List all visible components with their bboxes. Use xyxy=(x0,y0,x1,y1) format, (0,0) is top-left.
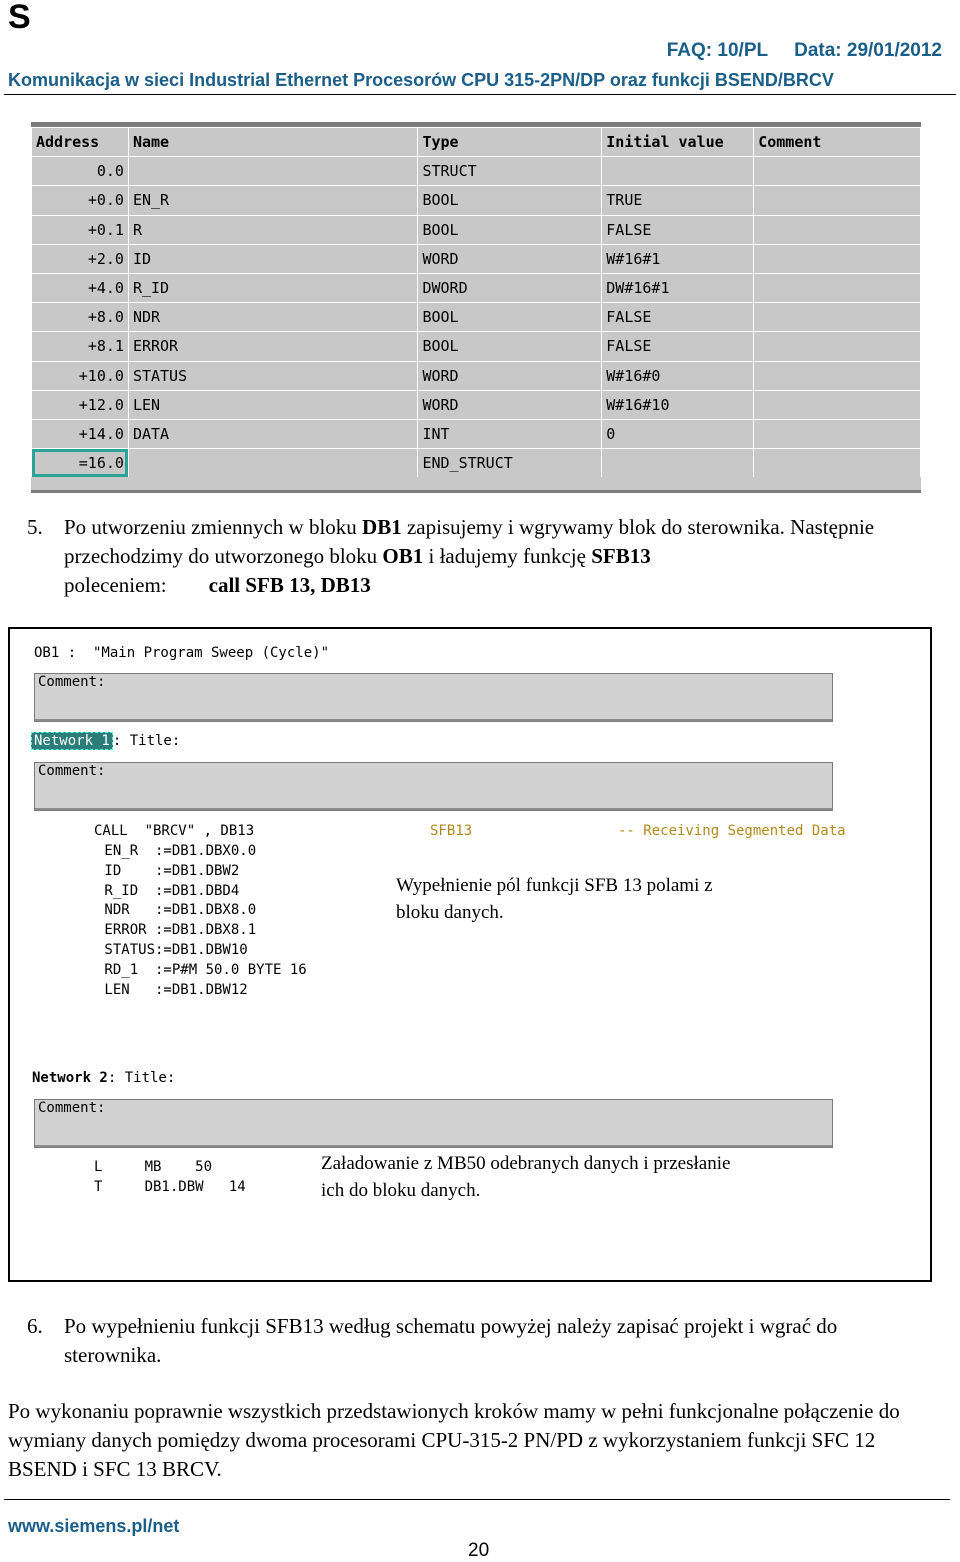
step-5-text: Po utworzeniu zmiennych w bloku DB1 zapisujemy i wgrywamy blok do sterownika. Następnie przechodzimy do utworzonego bloku OB1 i ładujemy funkcję SFB13 poleceniem: call SFB 13, DB13 xyxy=(64,515,875,597)
comment-cell[interactable] xyxy=(754,361,921,390)
parameter-line: R_ID :=DB1.DBD4 xyxy=(96,882,240,899)
address-cell[interactable]: +8.0 xyxy=(32,303,129,332)
column-header: Type xyxy=(418,128,602,157)
comment-cell[interactable] xyxy=(754,244,921,273)
footer-divider xyxy=(4,1499,950,1500)
address-cell[interactable]: +0.1 xyxy=(32,215,129,244)
comment-cell[interactable] xyxy=(754,390,921,419)
comment-cell[interactable] xyxy=(754,332,921,361)
sfb13-ref: SFB13 xyxy=(591,544,651,568)
comment-cell[interactable] xyxy=(754,186,921,215)
comment-label: Comment: xyxy=(38,1100,106,1116)
summary-paragraph: Po wykonaniu poprawnie wszystkich przedstawionych kroków mamy w pełni funkcjonalne połączenie do wymiany danych pomiędzy dwoma procesorami CPU-315-2 PN/PD z wykorzystaniem funkcji SFC 12 BSEND i SFC 13 BRCV. xyxy=(8,1399,900,1481)
db1-table-screenshot xyxy=(31,122,921,493)
parameter-line: RD_1 :=P#M 50.0 BYTE 16 xyxy=(96,961,307,978)
comment-cell[interactable] xyxy=(754,273,921,302)
header-logo-letter: S xyxy=(8,0,31,36)
parameter-line: NDR :=DB1.DBX8.0 xyxy=(96,902,257,919)
parameter-line: STATUS:=DB1.DBW10 xyxy=(96,942,248,958)
name-cell[interactable]: LEN xyxy=(128,390,418,419)
name-cell[interactable] xyxy=(128,449,418,478)
network-2-label: Network 2 xyxy=(32,1070,108,1086)
address-cell[interactable]: +8.1 xyxy=(32,332,129,361)
type-cell[interactable]: INT xyxy=(418,419,602,448)
table-row xyxy=(32,244,921,273)
document-title: Komunikacja w sieci Industrial Ethernet Procesorów CPU 315-2PN/DP oraz funkcji BSEND/BRCV xyxy=(8,70,834,90)
type-cell[interactable]: END_STRUCT xyxy=(418,449,602,478)
sfb-label: SFB13 xyxy=(430,823,473,839)
type-cell[interactable]: BOOL xyxy=(418,303,602,332)
call-line: CALL "BRCV" , DB13 xyxy=(94,823,255,839)
parameter-line: ERROR :=DB1.DBX8.1 xyxy=(96,922,257,939)
initial-value-cell[interactable]: FALSE xyxy=(602,332,754,361)
parameter-line: EN_R :=DB1.DBX0.0 xyxy=(96,843,257,859)
page-number: 20 xyxy=(468,1540,490,1561)
initial-value-cell[interactable]: FALSE xyxy=(602,215,754,244)
name-cell[interactable] xyxy=(128,157,418,186)
initial-value-cell[interactable]: W#16#1 xyxy=(602,244,754,273)
comment-cell[interactable] xyxy=(754,303,921,332)
column-header: Initial value xyxy=(602,128,754,157)
address-cell[interactable]: =16.0 xyxy=(32,449,129,478)
name-cell[interactable]: ERROR xyxy=(128,332,418,361)
type-cell[interactable]: BOOL xyxy=(418,215,602,244)
network-1-comment-box xyxy=(34,762,833,811)
initial-value-cell[interactable] xyxy=(602,449,754,478)
parameter-line: ID :=DB1.DBW2 xyxy=(96,862,240,879)
comment-cell[interactable] xyxy=(754,157,921,186)
comment-label: Comment: xyxy=(38,674,106,690)
column-header: Address xyxy=(32,128,129,157)
name-cell[interactable]: R xyxy=(128,215,418,244)
name-cell[interactable]: DATA xyxy=(128,419,418,448)
network-1-label: Network 1 xyxy=(31,732,113,750)
type-cell[interactable]: WORD xyxy=(418,244,602,273)
type-cell[interactable]: WORD xyxy=(418,390,602,419)
footer-url: www.siemens.pl/net xyxy=(8,1516,180,1536)
load-line: L MB 50 xyxy=(94,1159,213,1175)
initial-value-cell[interactable]: W#16#10 xyxy=(602,390,754,419)
initial-value-cell[interactable]: W#16#0 xyxy=(602,361,754,390)
initial-value-cell[interactable]: DW#16#1 xyxy=(602,273,754,302)
header-meta xyxy=(667,40,942,62)
step-number: 6. xyxy=(27,1314,43,1338)
name-cell[interactable]: ID xyxy=(128,244,418,273)
name-cell[interactable]: NDR xyxy=(128,303,418,332)
address-cell[interactable]: +10.0 xyxy=(32,361,129,390)
table-row xyxy=(32,215,921,244)
network-1-title: : Title: xyxy=(112,733,181,749)
type-cell[interactable]: BOOL xyxy=(418,332,602,361)
network-2-title: : Title: xyxy=(107,1070,176,1086)
step-number: 5. xyxy=(27,515,43,539)
name-cell[interactable]: R_ID xyxy=(128,273,418,302)
address-cell[interactable]: +4.0 xyxy=(32,273,129,302)
db1-ref: DB1 xyxy=(362,515,402,539)
type-cell[interactable]: BOOL xyxy=(418,186,602,215)
address-cell[interactable]: +0.0 xyxy=(32,186,129,215)
initial-value-cell[interactable]: FALSE xyxy=(602,303,754,332)
table-row xyxy=(32,361,921,390)
parameter-line: LEN :=DB1.DBW12 xyxy=(96,981,248,998)
comment-label: Comment: xyxy=(38,763,106,779)
annotation-load-transfer: Załadowanie z MB50 odebranych danych i przesłanie ich do bloku danych. xyxy=(321,1153,731,1201)
ob1-title: OB1 : "Main Program Sweep (Cycle)" xyxy=(34,645,330,661)
initial-value-cell[interactable]: 0 xyxy=(602,419,754,448)
type-cell[interactable]: STRUCT xyxy=(418,157,602,186)
initial-value-cell[interactable] xyxy=(602,157,754,186)
annotation-fill-parameters: Wypełnienie pól funkcji SFB 13 polami z bloku danych. xyxy=(396,875,713,923)
header-divider xyxy=(4,94,956,95)
address-cell[interactable]: +14.0 xyxy=(32,419,129,448)
name-cell[interactable]: EN_R xyxy=(128,186,418,215)
type-cell[interactable]: WORD xyxy=(418,361,602,390)
step-6-text: Po wypełnieniu funkcji SFB13 według schematu powyżej należy zapisać projekt i wgrać do sterownika. xyxy=(64,1314,838,1367)
network-2-header xyxy=(32,1070,175,1086)
table-row xyxy=(32,332,921,361)
ob1-ref: OB1 xyxy=(382,544,424,568)
initial-value-cell[interactable]: TRUE xyxy=(602,186,754,215)
table-row xyxy=(32,186,921,215)
column-header: Name xyxy=(128,128,418,157)
comment-cell[interactable] xyxy=(754,215,921,244)
ob1-code-screenshot xyxy=(8,627,932,1282)
table-row xyxy=(32,449,921,478)
comment-cell[interactable] xyxy=(754,449,921,478)
db1-table xyxy=(31,127,921,477)
type-cell[interactable]: DWORD xyxy=(418,273,602,302)
table-row xyxy=(32,390,921,419)
comment-cell[interactable] xyxy=(754,419,921,448)
address-cell[interactable]: 0.0 xyxy=(32,157,129,186)
document-date: Data: 29/01/2012 xyxy=(794,40,942,61)
ob1-comment-box xyxy=(34,673,833,722)
network-2-comment-box xyxy=(34,1099,833,1148)
transfer-line: T DB1.DBW 14 xyxy=(94,1179,246,1195)
call-command: call SFB 13, DB13 xyxy=(208,573,371,597)
table-row xyxy=(32,157,921,186)
column-header: Comment xyxy=(754,128,921,157)
name-cell[interactable]: STATUS xyxy=(128,361,418,390)
network-1-header xyxy=(31,733,180,749)
table-row xyxy=(32,273,921,302)
table-row xyxy=(32,303,921,332)
address-cell[interactable]: +2.0 xyxy=(32,244,129,273)
address-cell[interactable]: +12.0 xyxy=(32,390,129,419)
db1-table-header xyxy=(32,128,921,157)
sfb-comment: -- Receiving Segmented Data xyxy=(618,823,846,839)
faq-number: FAQ: 10/PL xyxy=(666,40,769,61)
table-row xyxy=(32,419,921,448)
